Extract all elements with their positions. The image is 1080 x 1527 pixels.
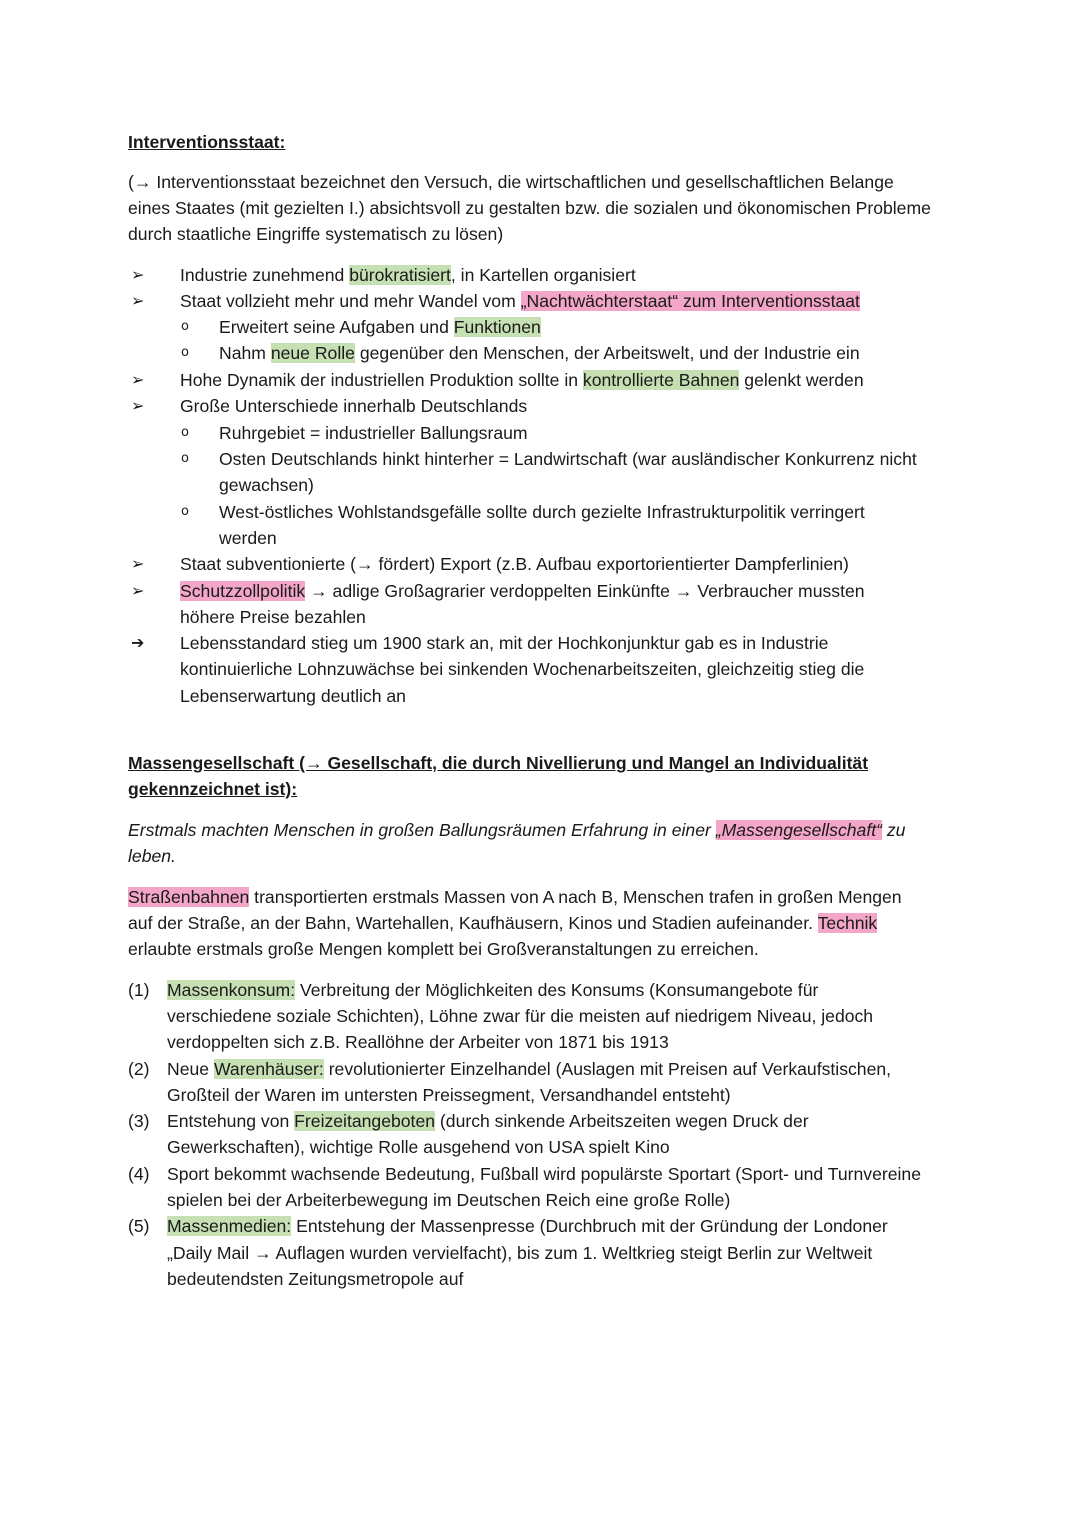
- section-title-massengesellschaft-cont: gekennzeichnet ist):: [128, 779, 298, 799]
- bullet-item: Hohe Dynamik der industriellen Produktion sollte in kontrollierte Bahnen gelenkt werden: [180, 370, 864, 390]
- sub-bullet-item: Erweitert seine Aufgaben und Funktionen: [219, 317, 541, 337]
- list-number: (1): [128, 980, 150, 1000]
- arrowhead-bullet-icon: ➢: [131, 370, 145, 389]
- numbered-item-cont: spielen bei der Arbeiterbewegung im Deutschen Reich eine große Rolle): [167, 1190, 731, 1210]
- bullet-item-cont: kontinuierliche Lohnzuwächse bei sinkenden Wochenarbeitszeiten, gleichzeitig stieg die: [180, 659, 865, 679]
- sub-bullet-item: Ruhrgebiet = industrieller Ballungsraum: [219, 423, 528, 443]
- section-title-interventionsstaat: Interventionsstaat:: [128, 132, 286, 152]
- circle-bullet-icon: o: [181, 345, 189, 360]
- bullet-item: Industrie zunehmend bürokratisiert, in Kartellen organisiert: [180, 265, 636, 285]
- circle-bullet-icon: o: [181, 425, 189, 440]
- intro-line-cont: leben.: [128, 846, 176, 866]
- numbered-item-cont: verschiedene soziale Schichten), Löhne zwar für die meisten auf niedrigem Niveau, jedoch: [167, 1006, 874, 1026]
- sub-bullet-item: Nahm neue Rolle gegenüber den Menschen, der Arbeitswelt, und der Industrie ein: [219, 343, 860, 363]
- numbered-item: Entstehung von Freizeitangeboten (durch sinkende Arbeitszeiten wegen Druck der: [167, 1111, 809, 1131]
- sub-bullet-item: West-östliches Wohlstandsgefälle sollte durch gezielte Infrastrukturpolitik verringert: [219, 502, 865, 522]
- definition-line: eines Staates (mit gezielten I.) absichtsvoll zu gestalten bzw. die sozialen und ökonomischen Probleme: [128, 198, 931, 218]
- paragraph-line: auf der Straße, an der Bahn, Wartehallen, Kaufhäusern, Kinos und Stadien aufeinander. Technik: [128, 913, 878, 933]
- list-number: (2): [128, 1059, 150, 1079]
- numbered-item-cont: Großteil der Waren im untersten Preissegment, Versandhandel entsteht): [167, 1085, 731, 1105]
- numbered-item: Massenkonsum: Verbreitung der Möglichkeiten des Konsums (Konsumangebote für: [167, 980, 819, 1000]
- bullet-item-cont: höhere Preise bezahlen: [180, 607, 366, 627]
- definition-line: (→ Interventionsstaat bezeichnet den Versuch, die wirtschaftlichen und gesellschaftlichen Belange: [128, 172, 894, 192]
- arrowhead-bullet-icon: ➢: [131, 396, 145, 415]
- arrowhead-bullet-icon: ➢: [131, 554, 145, 573]
- arrow-bullet-icon: ➔: [131, 633, 145, 652]
- paragraph-line: erlaubte erstmals große Mengen komplett bei Großveranstaltungen zu erreichen.: [128, 939, 759, 959]
- bullet-item-cont: Lebenserwartung deutlich an: [180, 686, 406, 706]
- numbered-item-cont: Gewerkschaften), wichtige Rolle ausgehend von USA spielt Kino: [167, 1137, 670, 1157]
- circle-bullet-icon: o: [181, 451, 189, 466]
- numbered-item: Sport bekommt wachsende Bedeutung, Fußball wird populärste Sportart (Sport- und Turnvereine: [167, 1164, 921, 1184]
- sub-bullet-item-cont: werden: [219, 528, 277, 548]
- list-number: (3): [128, 1111, 150, 1131]
- paragraph-line: Straßenbahnen transportierten erstmals Massen von A nach B, Menschen trafen in großen Mengen: [128, 887, 902, 907]
- bullet-item: Staat subventionierte (→ fördert) Export (z.B. Aufbau exportorientierter Dampferlinien): [180, 554, 849, 574]
- numbered-item-cont: verdoppelten sich z.B. Reallöhne der Arbeiter von 1871 bis 1913: [167, 1032, 669, 1052]
- bullet-item: Große Unterschiede innerhalb Deutschlands: [180, 396, 528, 416]
- bullet-item: Lebensstandard stieg um 1900 stark an, mit der Hochkonjunktur gab es in Industrie: [180, 633, 829, 653]
- sub-bullet-item: Osten Deutschlands hinkt hinterher = Landwirtschaft (war ausländischer Konkurrenz nicht: [219, 449, 917, 469]
- bullet-item: Schutzzollpolitik → adlige Großagrarier verdoppelten Einkünfte → Verbraucher mussten: [180, 581, 865, 601]
- bullet-item: Staat vollzieht mehr und mehr Wandel vom „Nachtwächterstaat“ zum Interventionsstaat: [180, 291, 860, 311]
- list-number: (4): [128, 1164, 150, 1184]
- arrowhead-bullet-icon: ➢: [131, 291, 145, 310]
- section-title-massengesellschaft: Massengesellschaft (→ Gesellschaft, die durch Nivellierung und Mangel an Individualität: [128, 753, 869, 773]
- arrowhead-bullet-icon: ➢: [131, 581, 145, 600]
- numbered-item: Massenmedien: Entstehung der Massenpresse (Durchbruch mit der Gründung der Londoner: [167, 1216, 888, 1236]
- circle-bullet-icon: o: [181, 319, 189, 334]
- circle-bullet-icon: o: [181, 504, 189, 519]
- numbered-item-cont: „Daily Mail → Auflagen wurden vervielfacht), bis zum 1. Weltkrieg steigt Berlin zur Weltweit: [167, 1243, 873, 1263]
- definition-line: durch staatliche Eingriffe systematisch zu lösen): [128, 224, 504, 244]
- numbered-item: Neue Warenhäuser: revolutionierter Einzelhandel (Auslagen mit Preisen auf Verkaufstischen,: [167, 1059, 892, 1079]
- intro-line: Erstmals machten Menschen in großen Ballungsräumen Erfahrung in einer „Massengesellschaft“ zu: [128, 820, 906, 840]
- numbered-item-cont: bedeutendsten Zeitungsmetropole auf: [167, 1269, 464, 1289]
- list-number: (5): [128, 1216, 150, 1236]
- sub-bullet-item-cont: gewachsen): [219, 475, 314, 495]
- arrowhead-bullet-icon: ➢: [131, 265, 145, 284]
